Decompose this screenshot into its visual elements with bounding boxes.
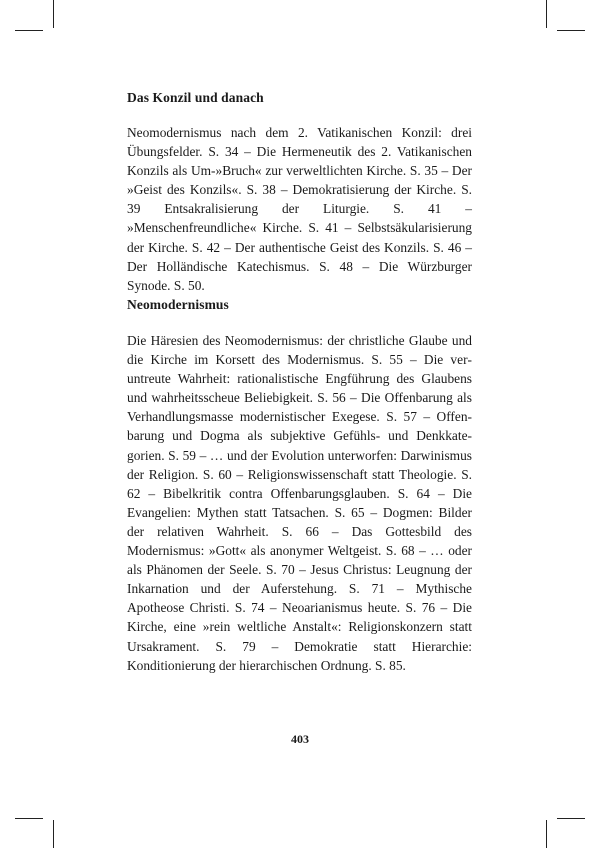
crop-mark-bottom-left (53, 820, 54, 848)
crop-mark-top-right (546, 0, 547, 28)
page-number: 403 (291, 732, 309, 746)
section-body-neomodernismus: Die Häresien des Neomodernismus: der christliche Glaube und die Kirche im Korsett des Modernismus. S. 55 – Die veruntreute Wahrheit: rationalistische Engführung des Glaubens und wahrheitsscheue Beliebigkeit. S. 56 – Die Offenbarung als Verhandlungsmasse modernistischer Exegese. S. 57 – Offenbarung und Dogma als subjektive Gefühls- und Denkkategorien. S. 59 – … und der Evolution unterworfen: Darwinismus der Religion. S. 60 – Religionswissenschaft statt Theologie. S. 62 – Bibelkritik contra Offenbarungsglauben. S. 64 – Die Evangelien: Mythen statt Tatsachen. S. 65 – Dogmen: Bilder der relativen Wahrheit. S. 66 – Das Gottesbild des Modernismus: »Gott« als anonymer Weltgeist. S. 68 – … oder als Phänomen der Seele. S. 70 – Jesus Christus: Leugnung der Inkarnation und der Auferstehung. S. 71 – Mythische Apotheose Christi. S. 74 – Neoarianismus heute. S. 76 – Die Kirche, eine »rein weltliche Anstalt«: Religionskonzern statt Ursakrament. S. 79 – Demokratie statt Hierarchie: Konditionierung der hierarchischen Ordnung. S. 85. (127, 333, 472, 673)
section-body-konzil: Neomodernismus nach dem 2. Vatikanischen Konzil: drei Übungsfelder. S. 34 – Die Hermeneutik des 2. Vatikanischen Konzils als Um-»Bruch« zur verweltlichten Kirche. S. 35 – Der »Geist des Konzils«. S. 38 – Demokratisierung der Kirche. S. 39 Entsakralisierung der Liturgie. S. 41 – »Menschenfreundliche« Kirche. S. 41 – Selbstsäkularisierung der Kirche. S. 42 – Der authentische Geist des Konzils. S. 46 – Der Holländische Katechismus. S. 48 – Die Würzburger Synode. S. 50. (127, 125, 472, 293)
crop-mark-bottom-right-horizontal (557, 818, 585, 819)
crop-mark-bottom-right (546, 820, 547, 848)
crop-mark-top-left (53, 0, 54, 28)
section-heading-neomodernismus: Neomodernismus (127, 297, 229, 312)
crop-mark-top-left-horizontal (15, 30, 43, 31)
crop-mark-bottom-left-horizontal (15, 818, 43, 819)
crop-mark-top-right-horizontal (557, 30, 585, 31)
section-heading-konzil: Das Konzil und danach (127, 90, 264, 105)
